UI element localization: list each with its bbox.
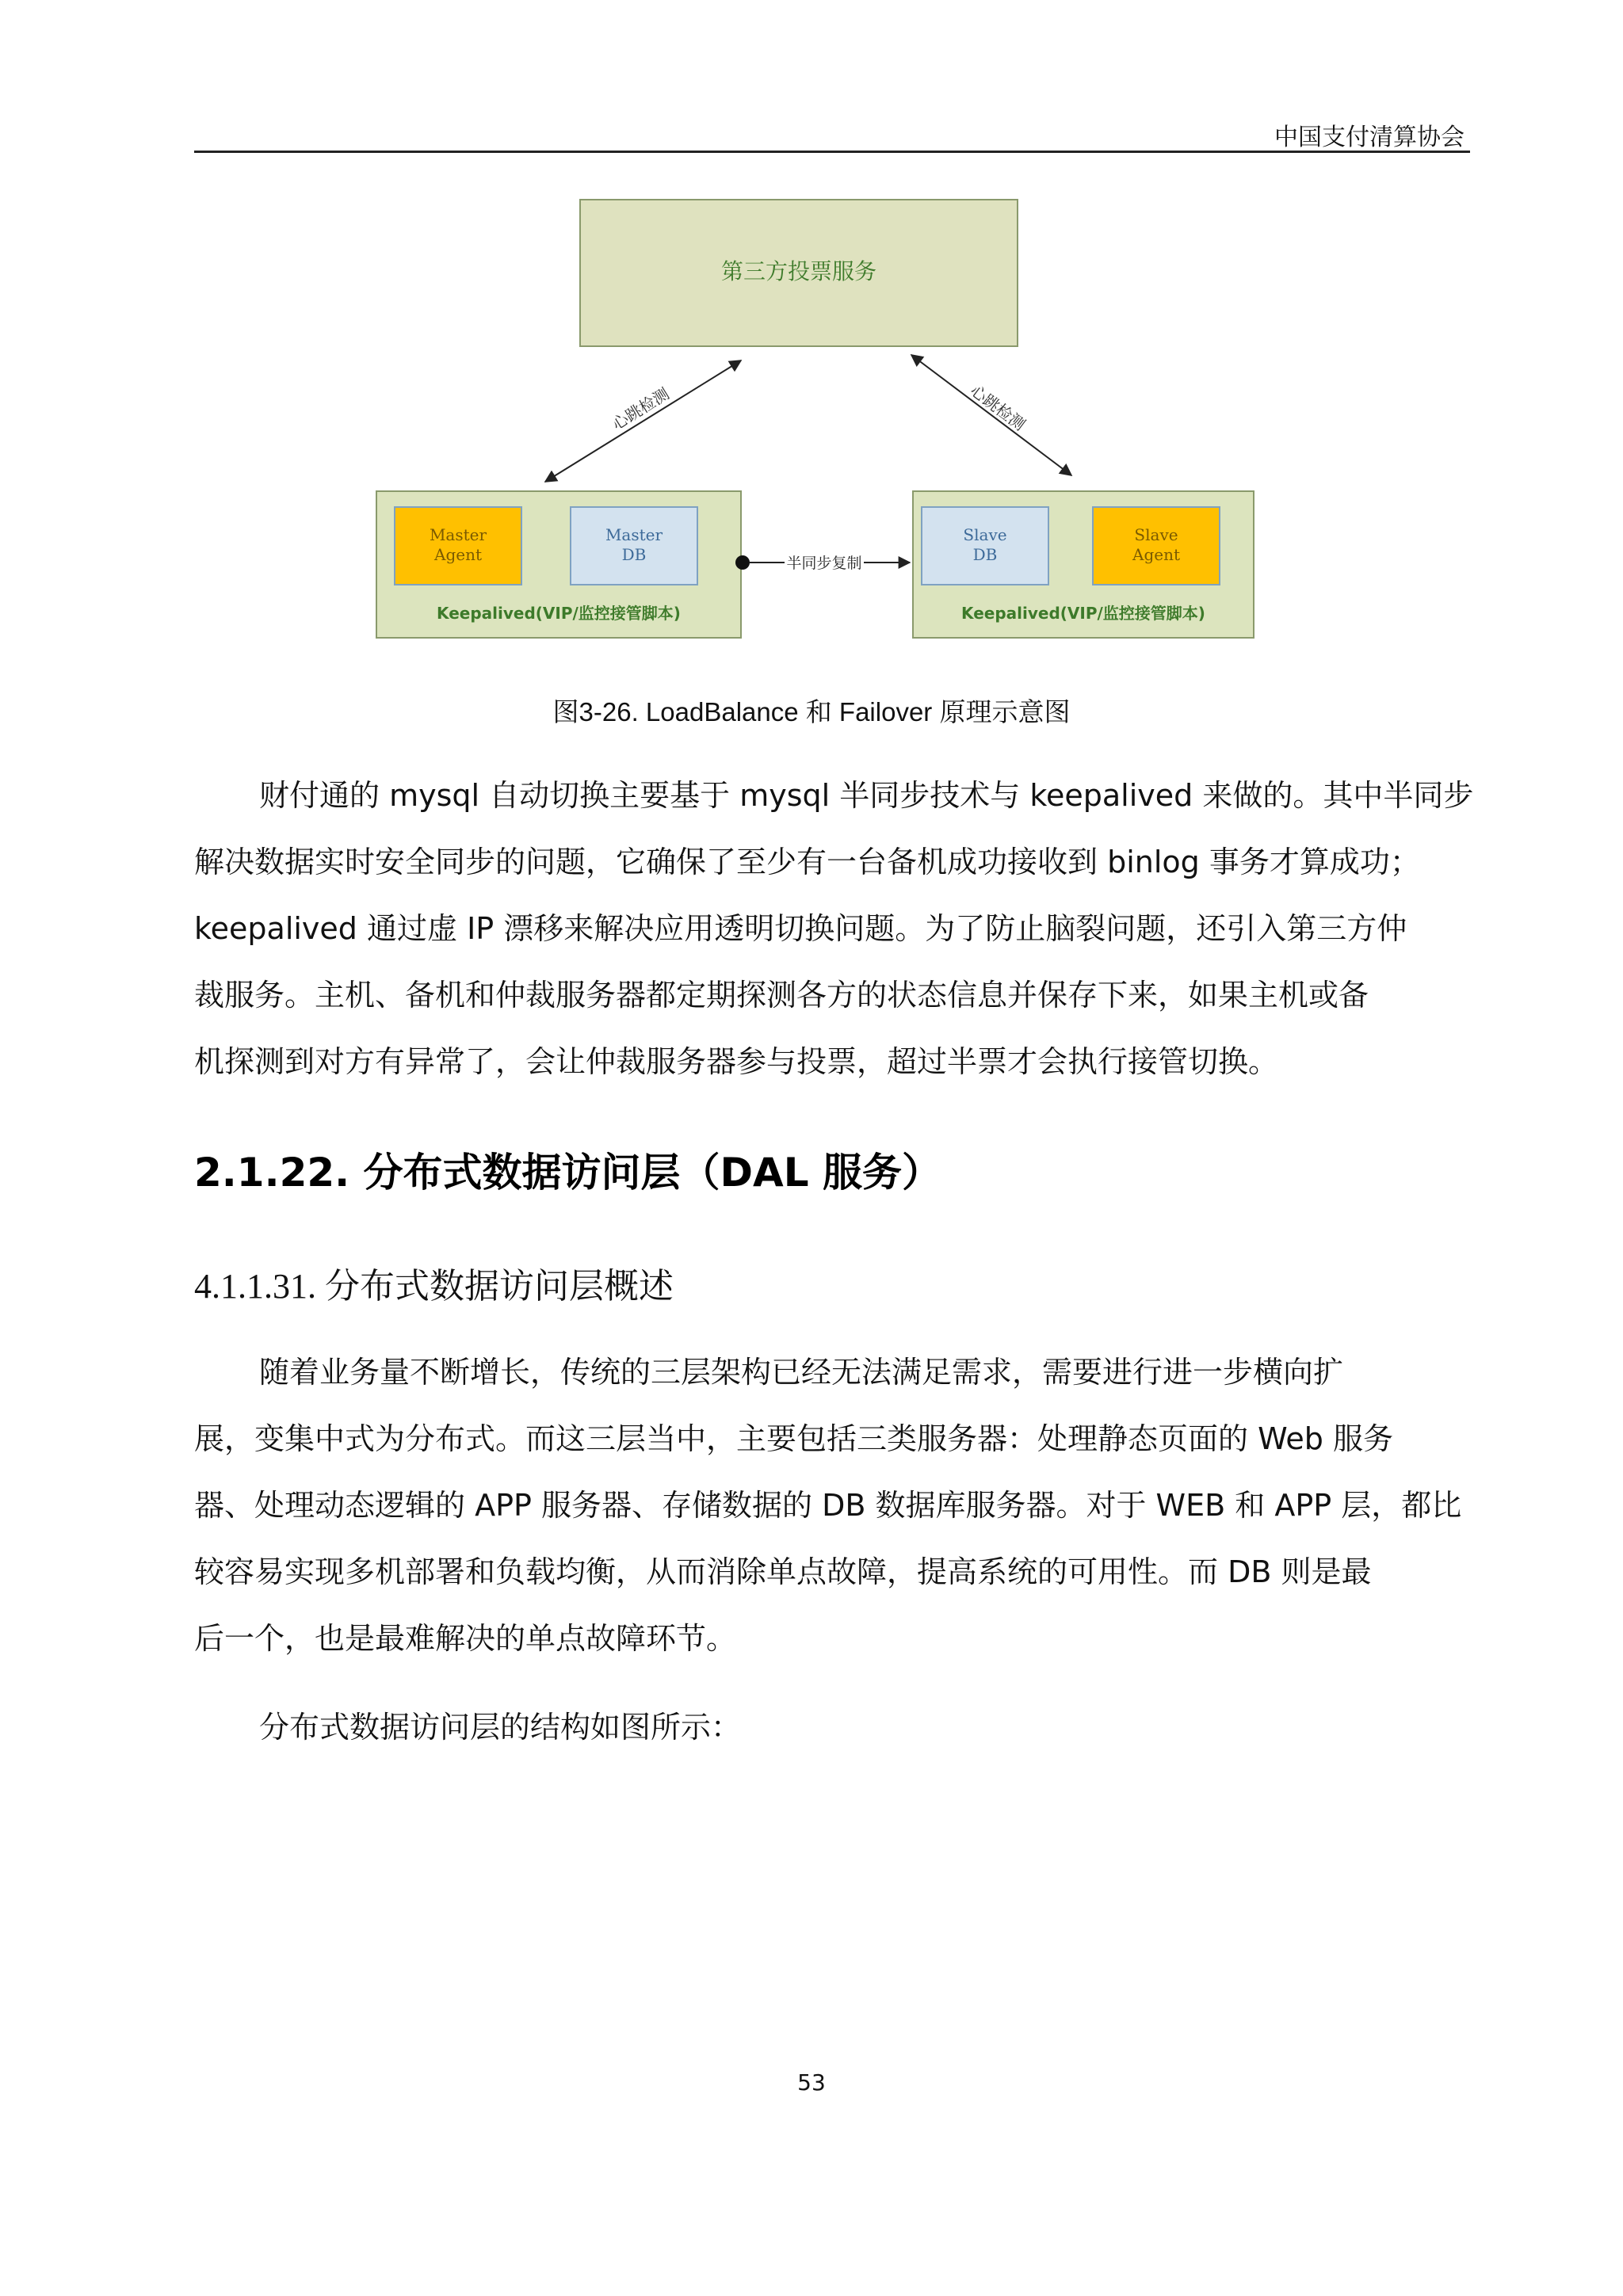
master-db-line1: Master: [605, 525, 663, 544]
slave-db-line2: DB: [972, 545, 998, 564]
master-agent-line2: Agent: [434, 545, 482, 564]
paragraph-mysql-failover: [194, 762, 1502, 1095]
paragraph-line: 解决数据实时安全同步的问题，它确保了至少有一台备机成功接收到 binlog 事务才算成功；: [194, 845, 1420, 879]
left-keepalived-label: Keepalived(VIP/监控接管脚本): [437, 604, 681, 623]
page-number: 53: [797, 2069, 826, 2096]
figure-caption: 图3-26. LoadBalance 和 Failover 原理示意图: [552, 697, 1071, 727]
paragraph-line: 较容易实现多机部署和负载均衡，从而消除单点故障，提高系统的可用性。而 DB 则是最: [194, 1554, 1372, 1589]
right-heartbeat-arrow: [911, 355, 1071, 475]
slave-agent-line1: Slave: [1134, 525, 1178, 544]
right-keepalived-label: Keepalived(VIP/监控接管脚本): [961, 604, 1205, 623]
left-heartbeat-arrow: [545, 360, 741, 482]
section-heading: 2.1.22. 分布式数据访问层（DAL 服务）: [194, 1150, 942, 1196]
paragraph-line: 后一个，也是最难解决的单点故障环节。: [194, 1621, 737, 1656]
failover-diagram: [0, 0, 1623, 650]
paragraph-line: 随着业务量不断增长，传统的三层架构已经无法满足需求，需要进行进一步横向扩: [259, 1355, 1344, 1390]
replication-label: 半同步复制: [786, 555, 862, 572]
left-heartbeat-label: 心跳检测: [609, 383, 673, 434]
paragraph-structure-intro: [194, 1694, 1502, 1760]
paragraph-dal-overview: [194, 1339, 1502, 1672]
paragraph-line: 机探测到对方有异常了，会让仲裁服务器参与投票，超过半票才会执行接管切换。: [194, 1044, 1279, 1079]
paragraph-line: 器、处理动态逻辑的 APP 服务器、存储数据的 DB 数据库服务器。对于 WEB 和 APP 层，都比: [194, 1488, 1462, 1523]
voting-service-label: 第三方投票服务: [720, 258, 877, 284]
replication-source-dot: [735, 555, 750, 570]
slave-db-line1: Slave: [963, 525, 1007, 544]
paragraph-line: 裁服务。主机、备机和仲裁服务器都定期探测各方的状态信息并保存下来，如果主机或备: [194, 978, 1369, 1013]
slave-agent-line2: Agent: [1132, 545, 1180, 564]
right-heartbeat-label: 心跳检测: [967, 380, 1029, 435]
paragraph-line: 分布式数据访问层的结构如图所示：: [259, 1710, 742, 1745]
master-db-line2: DB: [621, 545, 647, 564]
subsection-heading: 4.1.1.31. 分布式数据访问层概述: [194, 1267, 674, 1306]
header-organization: 中国支付清算协会: [1274, 124, 1465, 151]
master-agent-line1: Master: [429, 525, 487, 544]
paragraph-line: keepalived 通过虚 IP 漂移来解决应用透明切换问题。为了防止脑裂问题，还引入第三方仲: [194, 911, 1407, 946]
paragraph-line: 展，变集中式为分布式。而这三层当中，主要包括三类服务器：处理静态页面的 Web 服务: [194, 1421, 1394, 1456]
paragraph-line: 财付通的 mysql 自动切换主要基于 mysql 半同步技术与 keepalived 来做的。其中半同步: [259, 778, 1474, 813]
